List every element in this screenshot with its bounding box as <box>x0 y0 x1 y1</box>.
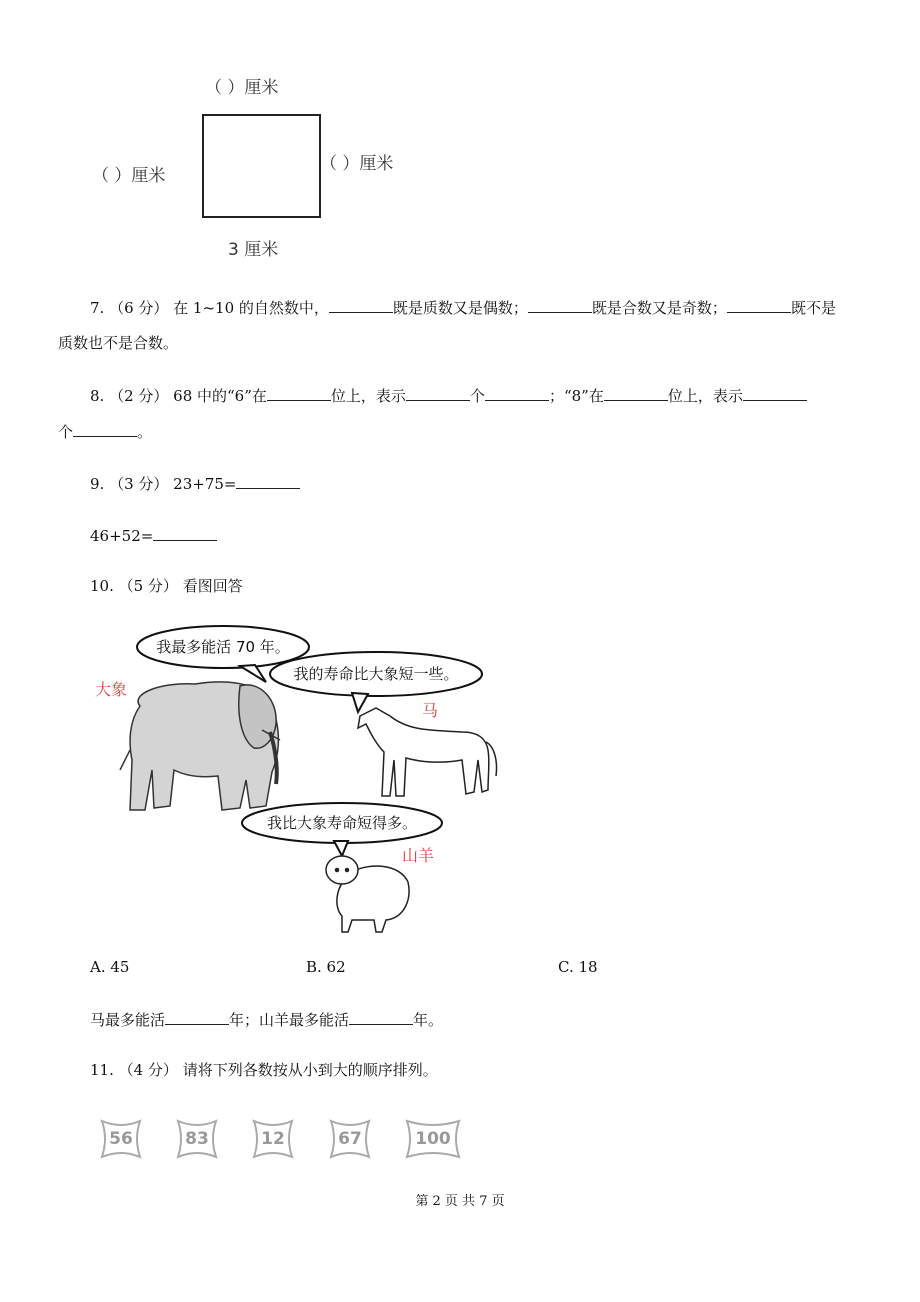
label-goat: 山羊 <box>402 846 435 865</box>
elephant-speech-text: 我最多能活 70 年。 <box>156 638 290 656</box>
horse-icon <box>358 708 497 796</box>
q10-text-1: 马最多能活 <box>90 1011 166 1029</box>
q8-blank-4[interactable] <box>604 385 668 401</box>
q7-text-4: 既不是 <box>790 299 836 317</box>
horse-speech-bubble <box>270 652 482 712</box>
q7-text-2: 既是质数又是偶数； <box>392 299 528 317</box>
square-top-label: （ ）厘米 <box>205 78 279 98</box>
q8-blank-1[interactable] <box>267 385 331 401</box>
q8-blank-2[interactable] <box>406 385 470 401</box>
option-a[interactable]: A. 45 <box>90 958 130 976</box>
square-figure <box>202 114 321 218</box>
q8-text-2: 位上，表示 <box>330 387 406 405</box>
q7-text-3: 既是合数又是奇数； <box>591 299 727 317</box>
label-horse: 马 <box>422 701 439 720</box>
number-card-value: 100 <box>415 1129 451 1149</box>
q8-text-5: 位上，表示 <box>667 387 743 405</box>
option-b[interactable]: B. 62 <box>306 958 346 976</box>
option-c[interactable]: C. 18 <box>558 958 598 976</box>
q8-blank-5[interactable] <box>743 385 807 401</box>
goat-icon <box>326 856 409 932</box>
number-card-5 <box>401 1117 465 1161</box>
number-card-1 <box>96 1117 146 1161</box>
question-7-line2: 质数也不是合数。 <box>58 334 179 352</box>
question-10-answer-line <box>90 1009 443 1030</box>
q9-text-1: 9. （3 分） 23+75= <box>90 475 237 493</box>
q10-blank-1[interactable] <box>165 1009 229 1025</box>
number-card-2 <box>172 1117 222 1161</box>
square-bottom-label: 3 厘米 <box>228 240 279 260</box>
q8-text-1: 8. （2 分） 68 中的“6”在 <box>90 387 267 405</box>
number-card-value: 67 <box>338 1129 362 1149</box>
q9-blank-2[interactable] <box>153 525 217 541</box>
question-9-line2 <box>90 525 217 546</box>
question-9-line1 <box>90 473 300 494</box>
q7-blank-1[interactable] <box>329 297 393 313</box>
q7-text-1: 7. （6 分） 在 1~10 的自然数中， <box>90 299 329 317</box>
animals-illustration <box>90 620 510 940</box>
question-11-title: 11. （4 分） 请将下列各数按从小到大的顺序排列。 <box>90 1061 438 1079</box>
square-right-label: （ ）厘米 <box>320 154 394 174</box>
q8-text-4: ；“8”在 <box>548 387 604 405</box>
q9-blank-1[interactable] <box>236 473 300 489</box>
elephant-icon <box>120 682 280 810</box>
number-card-value: 12 <box>261 1129 285 1149</box>
q9-text-2: 46+52= <box>90 527 154 545</box>
number-card-value: 56 <box>109 1129 133 1149</box>
question-7-line1 <box>90 297 836 318</box>
goat-speech-text: 我比大象寿命短得多。 <box>266 814 418 832</box>
horse-speech-text: 我的寿命比大象短一些。 <box>293 665 459 683</box>
q8-text-6: 个 <box>58 423 74 441</box>
q10-text-2: 年；山羊最多能活 <box>229 1011 350 1029</box>
q7-blank-2[interactable] <box>528 297 592 313</box>
q8-text-3: 个 <box>469 387 485 405</box>
q8-blank-6[interactable] <box>73 421 137 437</box>
number-card-3 <box>248 1117 298 1161</box>
question-8-line2 <box>58 421 152 442</box>
q10-text-3: 年。 <box>413 1011 444 1029</box>
square-left-label: （ ）厘米 <box>92 166 166 186</box>
question-8-line1 <box>90 385 807 406</box>
number-card-value: 83 <box>185 1129 209 1149</box>
q8-text-7: 。 <box>137 423 153 441</box>
number-card-4 <box>325 1117 375 1161</box>
q10-blank-2[interactable] <box>349 1009 413 1025</box>
question-10-title: 10. （5 分） 看图回答 <box>90 577 243 595</box>
q8-blank-3[interactable] <box>485 385 549 401</box>
page-footer: 第 2 页 共 7 页 <box>415 1194 505 1209</box>
label-elephant: 大象 <box>95 680 128 699</box>
q7-blank-3[interactable] <box>727 297 791 313</box>
